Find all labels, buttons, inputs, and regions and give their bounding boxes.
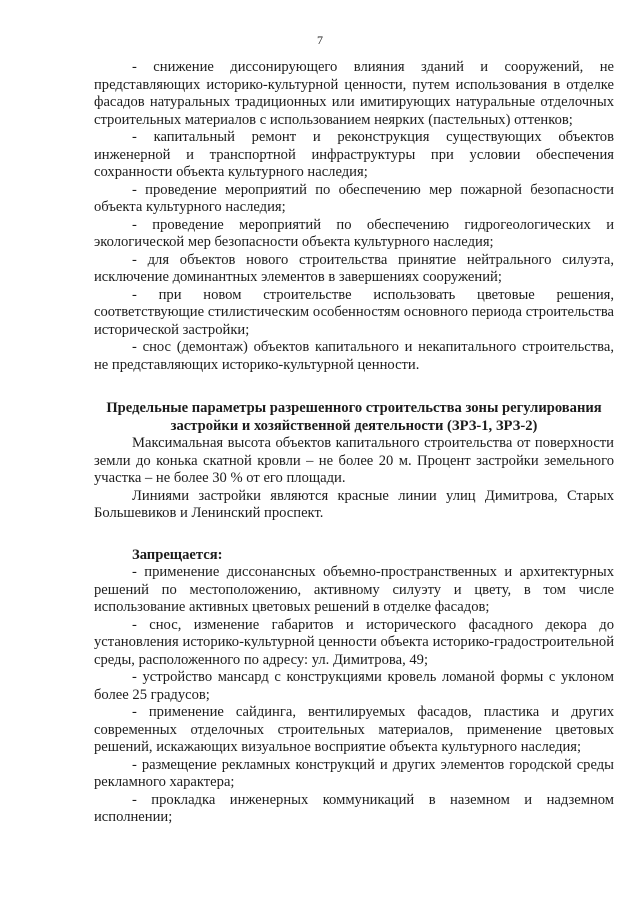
list-item: - проведение мероприятий по обеспечению гидрогеологических и экологической мер безопасности объекта культурного наследия; (94, 216, 614, 250)
list-item: - капитальный ремонт и реконструкция существующих объектов инженерной и транспортной инфраструктуры при условии обеспечения сохранности объекта культурного наследия; (94, 129, 614, 180)
prohibited-item: - устройство мансард с конструкциями кровель ломаной формы с уклоном более 25 градусов; (94, 669, 614, 703)
prohibited-title: Запрещается: (132, 546, 223, 563)
list-item: - для объектов нового строительства принятие нейтрального силуэта, исключение доминантных элементов в завершениях сооружений; (94, 251, 614, 285)
prohibited-item: - прокладка инженерных коммуникаций в наземном и надземном исполнении; (94, 791, 614, 825)
list-item: - снижение диссонирующего влияния зданий и сооружений, не представляющих историко-культурной ценности, путем использования в отделке фасадов натуральных традиционных или имитирующих натуральные отделочных строительных материалов с использованием неярких (пастельных) оттенков; (94, 59, 614, 128)
list-item: - снос (демонтаж) объектов капитального и некапитального строительства, не представляющих историко-культурной ценности. (94, 339, 614, 373)
paragraph-building-lines: Линиями застройки являются красные линии улиц Димитрова, Старых Большевиков и Ленинский проспект. (94, 487, 614, 521)
paragraph-max-height: Максимальная высота объектов капитального строительства от поверхности земли до конька скатной кровли – не более 20 м. Процент застройки земельного участка – не более 30 % от его площади. (94, 435, 614, 486)
prohibited-item: - применение сайдинга, вентилируемых фасадов, пластика и других современных отделочных строительных материалов, применение цветовых решений, искажающих визуальное восприятие объекта культурного наследия; (94, 704, 614, 755)
prohibited-item: - размещение рекламных конструкций и других элементов городской среды рекламного характера; (94, 756, 614, 790)
list-item: - при новом строительстве использовать цветовые решения, соответствующие стилистическим особенностям основного периода строительства исторической застройки; (94, 286, 614, 338)
section-heading: Предельные параметры разрешенного строительства зоны регулирования застройки и хозяйственной деятельности (ЗРЗ-1, ЗРЗ-2) (106, 400, 602, 434)
document-body (94, 59, 614, 827)
prohibited-item: - снос, изменение габаритов и исторического фасадного декора до установления историко-культурной ценности объекта историко-градостроительной среды, расположенного по адресу: ул. Димитрова, 49; (94, 616, 614, 668)
prohibited-item: - применение диссонансных объемно-пространственных и архитектурных решений по местоположению, активному силуэту и цвету, в том числе использование активных цветовых решений в отделке фасадов; (94, 564, 614, 615)
page-number: 7 (317, 33, 323, 47)
list-item: - проведение мероприятий по обеспечению мер пожарной безопасности объекта культурного наследия; (94, 181, 614, 215)
